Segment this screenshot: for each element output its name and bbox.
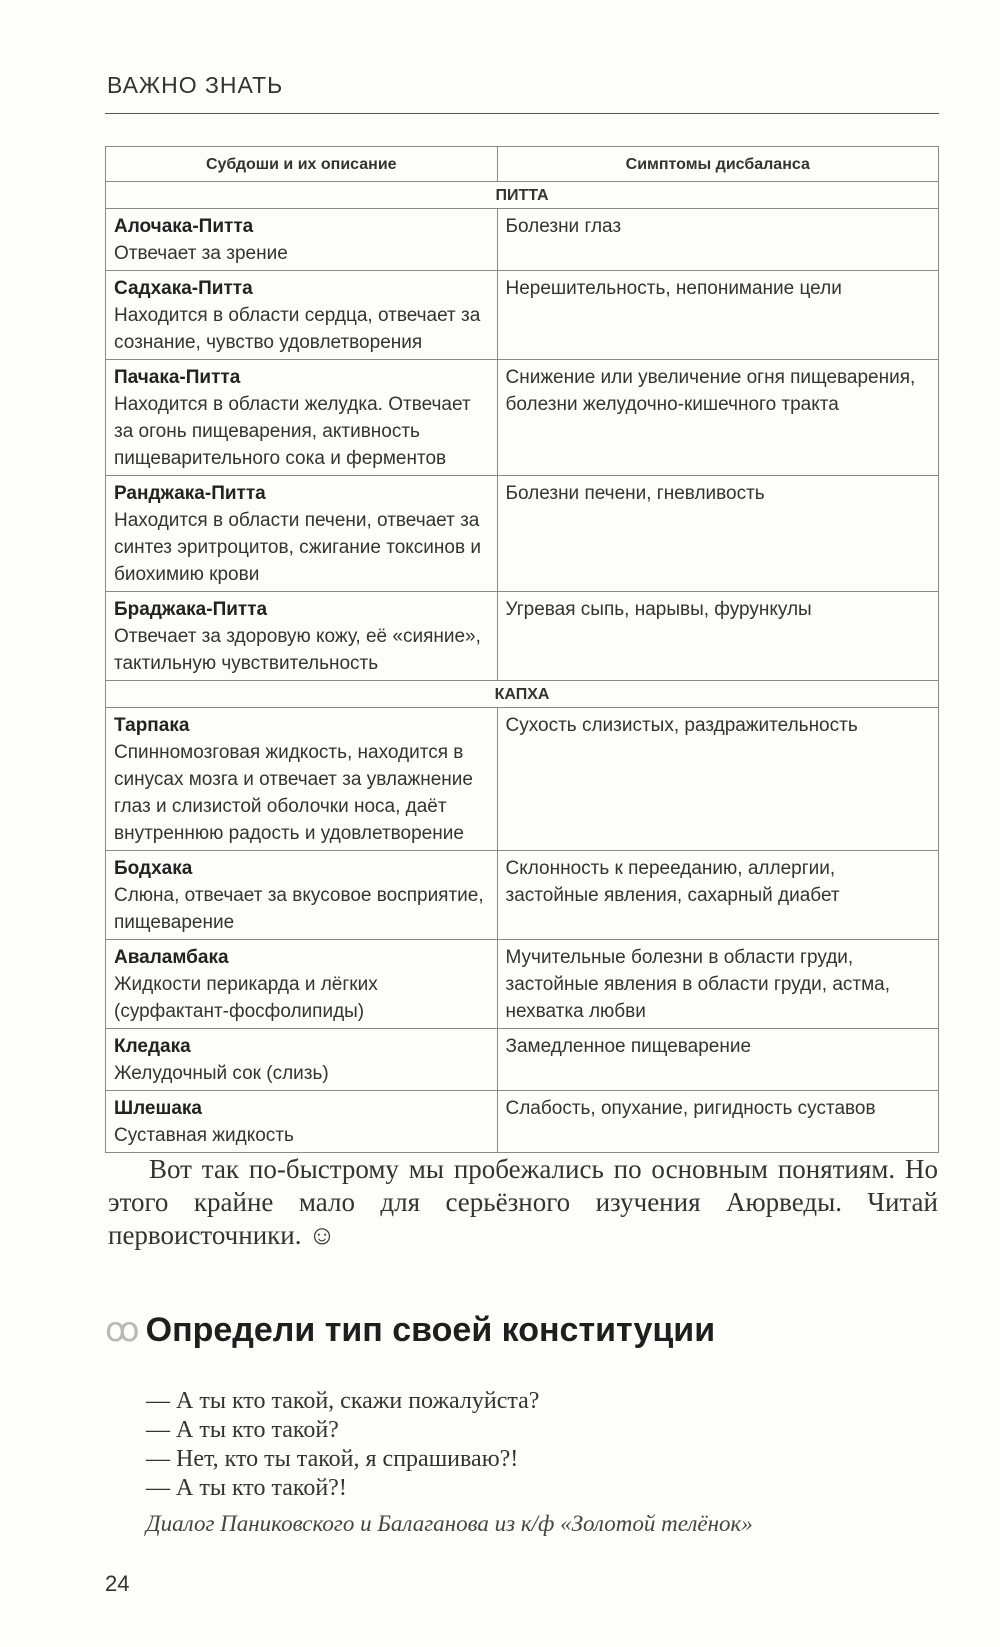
section-title: КАПХА bbox=[106, 681, 939, 708]
running-head: ВАЖНО ЗНАТЬ bbox=[107, 72, 284, 98]
table-row bbox=[106, 1091, 939, 1153]
dialog-line: — А ты кто такой, скажи пожалуйста? bbox=[146, 1388, 540, 1414]
symptoms-cell: Болезни глаз bbox=[497, 209, 939, 271]
column-header-subdosha: Субдоши и их описание bbox=[106, 147, 498, 182]
symptoms-cell: Нерешительность, непонимание цели bbox=[497, 271, 939, 360]
subdosha-cell bbox=[106, 1091, 498, 1153]
symptoms-cell: Замедленное пищеварение bbox=[497, 1029, 939, 1091]
subdosha-description: Находится в области печени, отвечает за синтез эритроцитов, сжигание токсинов и биохимию крови bbox=[114, 510, 481, 585]
subdosha-name: Пачака-Питта bbox=[114, 367, 241, 388]
subdosha-description: Жидкости перикарда и лёгких (сурфактант-фосфолипиды) bbox=[114, 974, 378, 1022]
subdosha-cell bbox=[106, 851, 498, 940]
subdosha-name: Тарпака bbox=[114, 715, 190, 736]
symptoms-cell: Угревая сыпь, нарывы, фурункулы bbox=[497, 592, 939, 681]
subdosha-cell bbox=[106, 271, 498, 360]
section-heading bbox=[105, 1310, 715, 1350]
subdosha-cell bbox=[106, 360, 498, 476]
subdosha-description: Находится в области сердца, отвечает за сознание, чувство удовлетворения bbox=[114, 305, 481, 353]
table-row bbox=[106, 708, 939, 851]
table-section-row bbox=[106, 681, 939, 708]
subdosha-cell bbox=[106, 1029, 498, 1091]
subdosha-cell bbox=[106, 592, 498, 681]
subdosha-description: Отвечает за здоровую кожу, её «сияние», тактильную чувствительность bbox=[114, 626, 481, 674]
section-title: ПИТТА bbox=[106, 182, 939, 209]
subdosha-description: Находится в области желудка. Отвечает за огонь пищеварения, активность пищеварительного сока и ферментов bbox=[114, 394, 471, 469]
body-paragraph: Вот так по-быстрому мы пробежались по основным понятиям. Но этого крайне мало для серьёзного изучения Аюрведы. Читай первоисточники. ☺ bbox=[108, 1154, 938, 1250]
epigraph-dialog bbox=[146, 1387, 539, 1503]
subdosha-description: Слюна, отвечает за вкусовое восприятие, пищеварение bbox=[114, 885, 484, 933]
table-row bbox=[106, 940, 939, 1029]
table-row bbox=[106, 592, 939, 681]
subdosha-cell bbox=[106, 476, 498, 592]
symptoms-cell: Сухость слизистых, раздражительность bbox=[497, 708, 939, 851]
subdosha-cell bbox=[106, 940, 498, 1029]
subdosha-name: Садхака-Питта bbox=[114, 278, 253, 299]
section-heading-text: Определи тип своей конституции bbox=[145, 1311, 716, 1349]
subdosha-description: Отвечает за зрение bbox=[114, 243, 288, 264]
symptoms-cell: Снижение или увеличение огня пищеварения, болезни желудочно-кишечного тракта bbox=[497, 360, 939, 476]
dialog-line: — Нет, кто ты такой, я спрашиваю?! bbox=[146, 1446, 519, 1472]
subdosha-name: Шлешака bbox=[114, 1098, 202, 1119]
subdosha-name: Алочака-Питта bbox=[114, 216, 254, 237]
subdosha-cell bbox=[106, 708, 498, 851]
page-number: 24 bbox=[105, 1571, 130, 1596]
table-row bbox=[106, 271, 939, 360]
symptoms-cell: Склонность к перееданию, аллергии, застойные явления, сахарный диабет bbox=[497, 851, 939, 940]
subdosha-cell bbox=[106, 209, 498, 271]
subdosha-description: Спинномозговая жидкость, находится в синусах мозга и отвечает за увлажнение глаз и слизистой оболочки носа, даёт внутреннюю радость и удовлетворение bbox=[114, 742, 473, 844]
table-row bbox=[106, 476, 939, 592]
table-row bbox=[106, 209, 939, 271]
table-row bbox=[106, 1029, 939, 1091]
subdosha-table bbox=[105, 146, 939, 1153]
subdosha-name: Кледака bbox=[114, 1036, 191, 1057]
epigraph-source: Диалог Паниковского и Балаганова из к/ф «Золотой телёнок» bbox=[146, 1511, 753, 1536]
header-divider bbox=[105, 113, 939, 114]
symptoms-cell: Мучительные болезни в области груди, застойные явления в области груди, астма, нехватка любви bbox=[497, 940, 939, 1029]
table-row bbox=[106, 360, 939, 476]
subdosha-name: Аваламбака bbox=[114, 947, 229, 968]
dialog-line: — А ты кто такой? bbox=[146, 1417, 339, 1443]
table-row bbox=[106, 851, 939, 940]
subdosha-description: Желудочный сок (слизь) bbox=[114, 1063, 329, 1084]
subdosha-name: Ранджака-Питта bbox=[114, 483, 266, 504]
subdosha-name: Бодхака bbox=[114, 858, 193, 879]
symptoms-cell: Болезни печени, гневливость bbox=[497, 476, 939, 592]
column-header-symptoms: Симптомы дисбаланса bbox=[497, 147, 939, 182]
table-body bbox=[106, 182, 939, 1153]
table-section-row bbox=[106, 182, 939, 209]
symptoms-cell: Слабость, опухание, ригидность суставов bbox=[497, 1091, 939, 1153]
swirl-ornament-icon: ꝏ bbox=[105, 1311, 140, 1349]
subdosha-name: Браджака-Питта bbox=[114, 599, 268, 620]
subdosha-description: Суставная жидкость bbox=[114, 1125, 294, 1146]
dialog-line: — А ты кто такой?! bbox=[146, 1475, 347, 1501]
table-header-row bbox=[106, 147, 939, 182]
